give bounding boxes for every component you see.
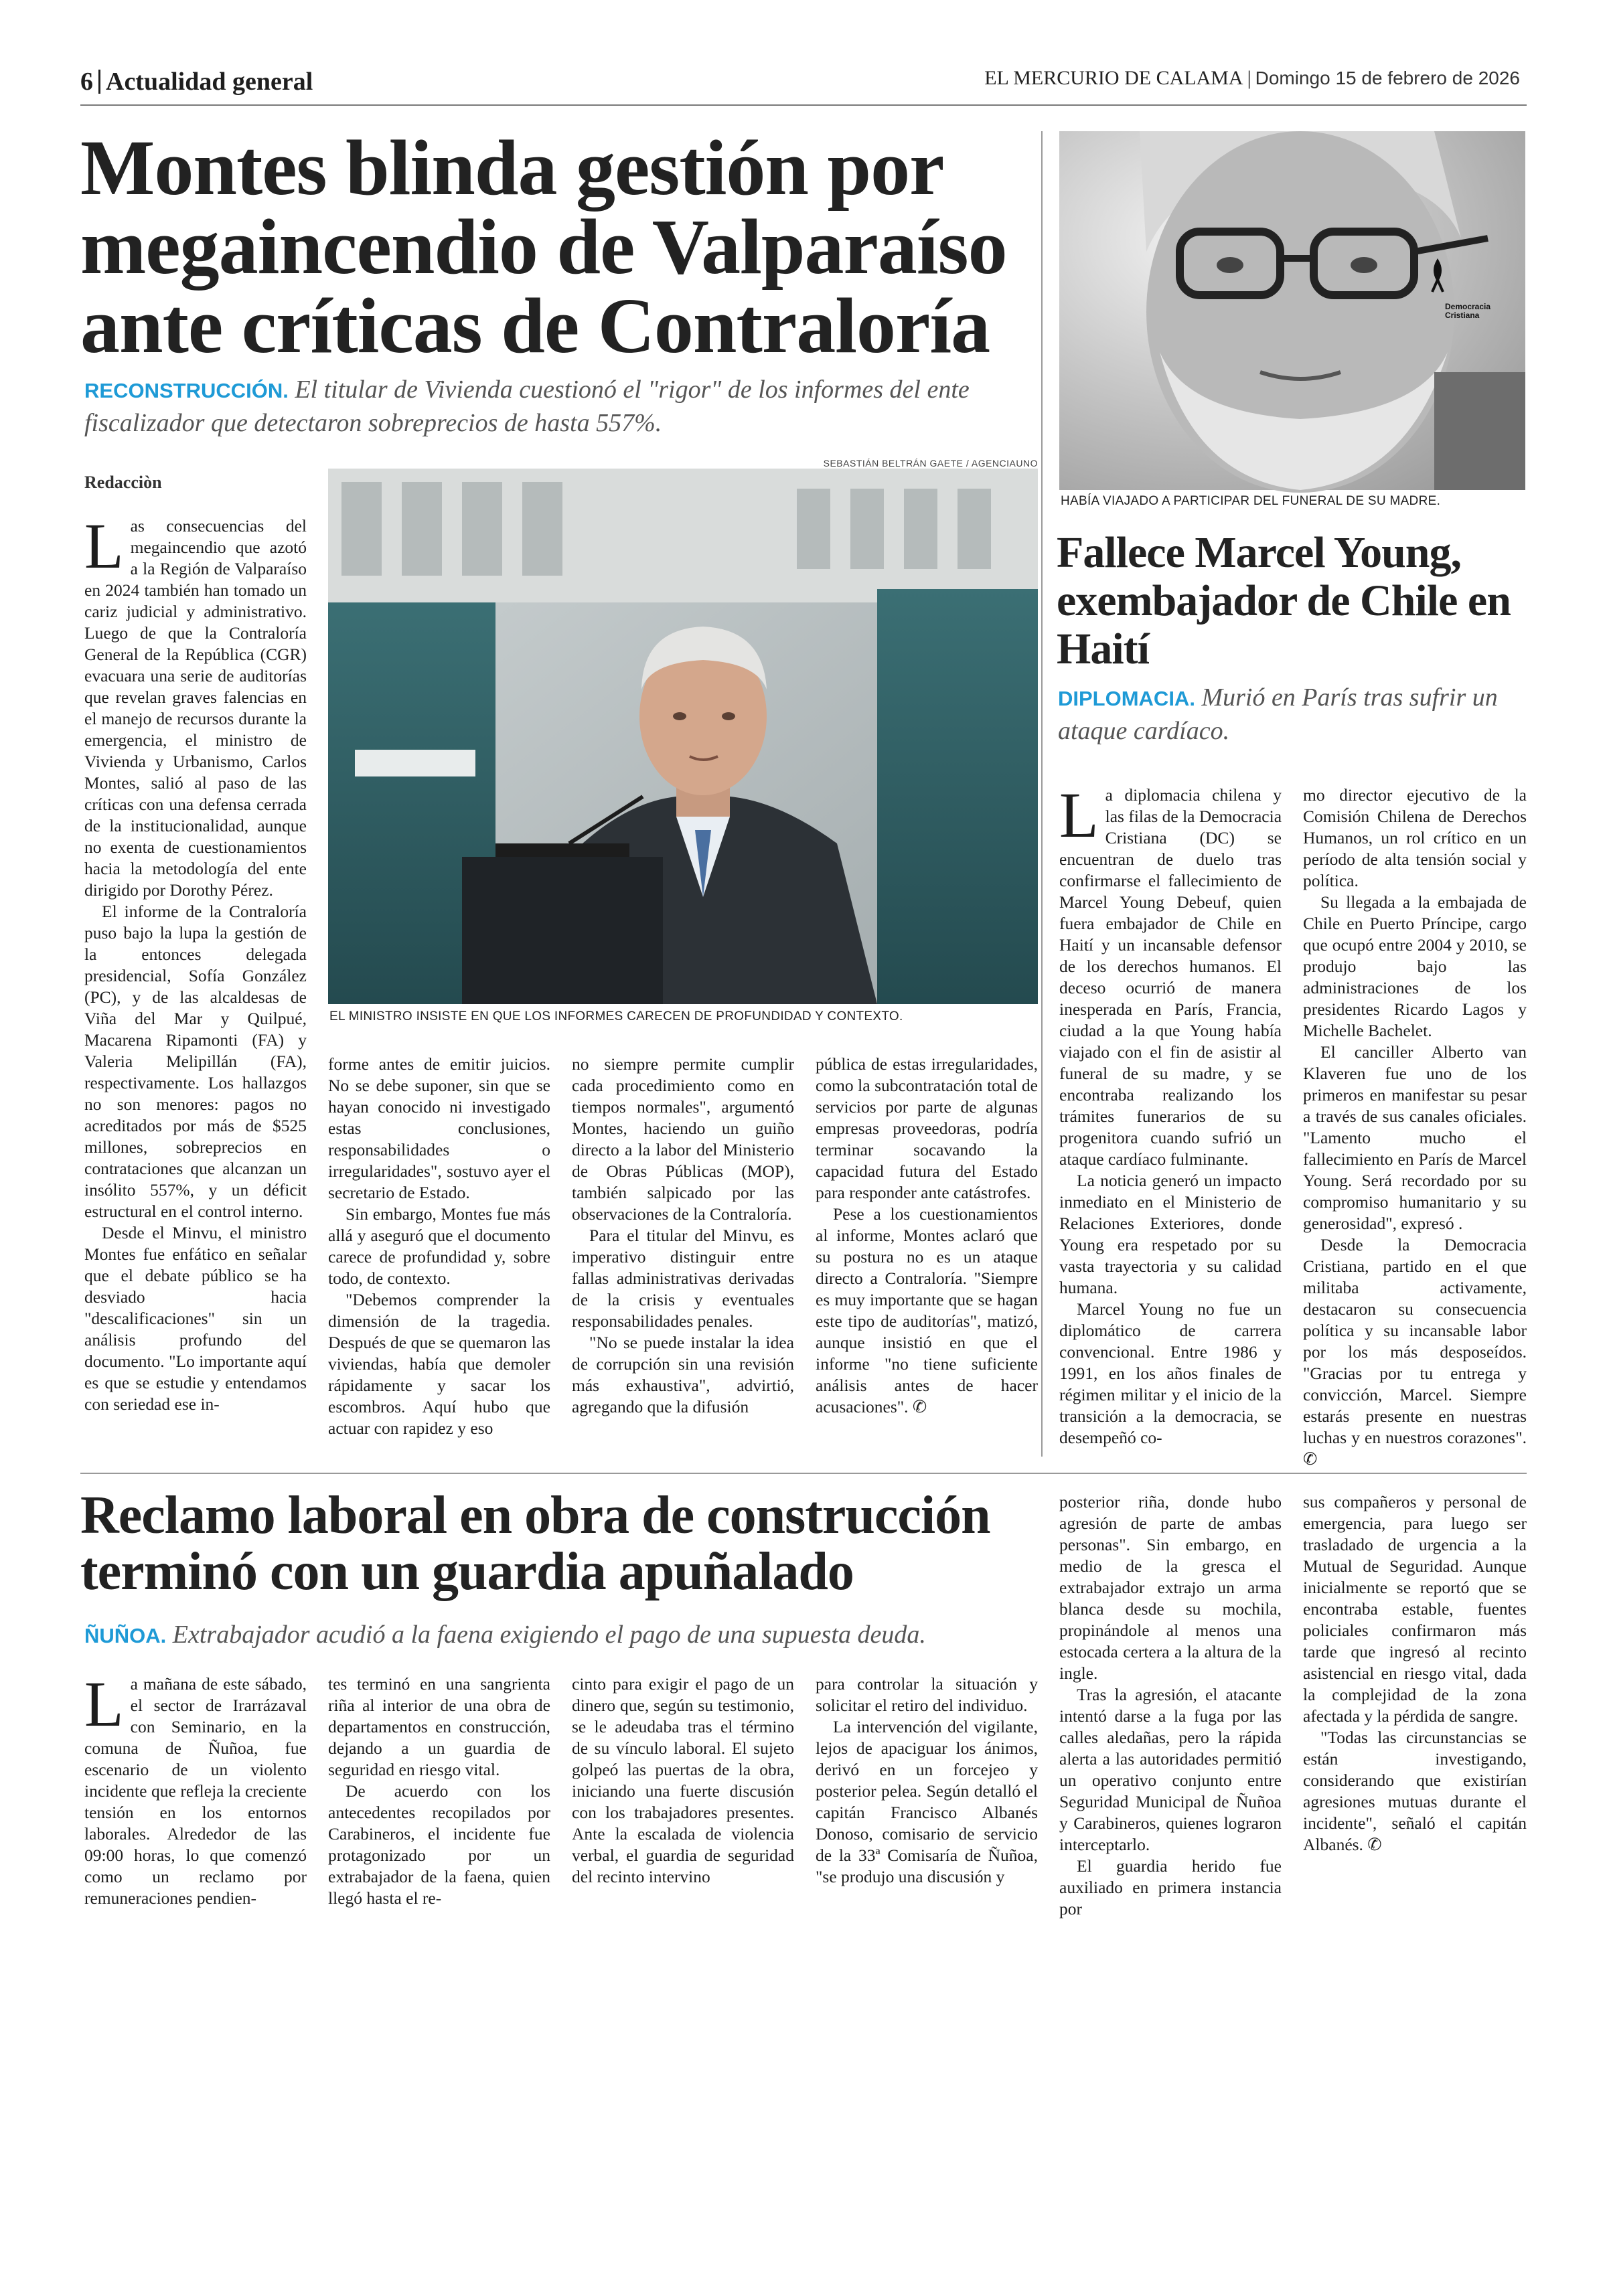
- side-photo-logo-text: Democracia Cristiana: [1445, 302, 1491, 320]
- bottom-column-2: [328, 1673, 550, 1941]
- main-col2-paragraph-3: "Debemos comprender la dimensión de la tragedia. Después de que se quemaron las viviendas, había que demoler rápidamente y sacar los escombros. Aquí hubo que actuar con rapidez y eso: [328, 1290, 550, 1438]
- header-divider: [98, 70, 100, 94]
- bottom-col5-paragraph-1: posterior riña, donde hubo agresión de parte de ambas personas". Sin embargo, en medio de la gresca el extrabajador extrajo un arma blanca desde su mochila, propinándole al menos una estocada certera a la altura de la ingle.: [1059, 1492, 1282, 1683]
- section-title: Actualidad general: [106, 68, 313, 96]
- main-col3-paragraph-2: Para el titular del Minvu, es imperativo distinguir entre fallas administrativas derivadas de la crisis y eventuales responsabilidades penales.: [572, 1226, 794, 1331]
- main-photo-minister: [328, 469, 1038, 1004]
- side-column-1: [1059, 779, 1282, 1454]
- bottom-col5-paragraph-2: Tras la agresión, el atacante intentó darse a la fuga por las calles aledañas, pero la rápida alerta a las autoridades permitió un operativo conjunto entre Seguridad Municipal de Ñuñoa y Carabineros, quienes lograron interceptarlo.: [1059, 1685, 1282, 1854]
- main-photo-caption: EL MINISTRO INSISTE EN QUE LOS INFORMES CARECEN DE PROFUNDIDAD Y CONTEXTO.: [329, 1009, 903, 1023]
- main-byline: Redacciòn: [84, 473, 162, 492]
- header-separator: |: [1247, 67, 1251, 89]
- bottom-column-6: [1303, 1491, 1527, 1920]
- main-photo-illustration: [328, 469, 1038, 1004]
- main-col1-paragraph-2: El informe de la Contraloría puso bajo la lupa la gestión de la entonces delegada presidencial, Sofía González (PC), y de las alcaldesas de Viña del Mar y Quilpué, Macarena Ripamonti (FA) y Valeria Melipillán (FA), respectivamente. Los hallazgos no son menores: pagos no acreditados por más de $525 millones, sobreprecios en contrataciones que alcanzan un insólito 557%, y un déficit estructural en el control interno.: [84, 902, 307, 1221]
- header-rule: [80, 104, 1527, 106]
- main-deck-text: El titular de Vivienda cuestionó el "rigor" de los informes del ente fiscalizador que detectaron sobreprecios de hasta 557%.: [84, 376, 970, 437]
- main-col1-paragraph-1: [84, 510, 307, 901]
- main-headline: Montes blinda gestión por megaincendio de Valparaíso ante críticas de Contraloría: [80, 124, 1007, 370]
- bottom-col4-paragraph-1: para controlar la situación y solicitar el retiro del individuo.: [816, 1674, 1038, 1715]
- bottom-col1-p1-text: a mañana de este sábado, el sector de Irarrázaval con Seminario, en la comuna de Ñuñoa, fue escenario de un violento incidente que refleja la creciente tensión en los entornos laborales. Alrededor de las 09:00 horas, lo que comenzó como un reclamo por remuneraciones pendien-: [84, 1674, 307, 1908]
- side-col2-paragraph-1: mo director ejecutivo de la Comisión Chilena de Derechos Humanos, un rol crítico en un período de alta tensión social y política.: [1303, 785, 1527, 890]
- page-number: 6: [80, 68, 93, 96]
- side-dropcap: L: [1059, 779, 1099, 851]
- main-col3-paragraph-1: no siempre permite cumplir cada procedimiento como en tiempos normales", argumentó Montes, haciendo un guiño directo a la labor del Ministerio de Obras Públicas (MOP), también salpicado por las observaciones de la Contraloría.: [572, 1054, 794, 1224]
- bottom-headline: Reclamo laboral en obra de construcción terminó con un guardia apuñalado: [80, 1486, 990, 1601]
- main-kicker: RECONSTRUCCIÓN.: [84, 379, 289, 402]
- bottom-col6-paragraph-1: sus compañeros y personal de emergencia, para luego ser trasladado de urgencia a la Mutual de Seguridad. Aunque inicialmente se reportó que se encontraba estable, fuentes policiales confirmaron más tarde que ingresó al recinto asistencial en riesgo vital, dada la complejidad de la zona afectada y la pérdida de sangre.: [1303, 1492, 1527, 1726]
- side-col2-paragraph-2: Su llegada a la embajada de Chile en Puerto Príncipe, cargo que ocupó entre 2004 y 2010, se produjo bajo las administraciones de los presidentes Ricardo Lagos y Michelle Bachelet.: [1303, 892, 1527, 1040]
- publication-date: Domingo 15 de febrero de 2026: [1255, 68, 1520, 88]
- side-headline: Fallece Marcel Young, exembajador de Chile en Haití: [1057, 528, 1511, 673]
- main-col4-paragraph-1: pública de estas irregularidades, como la subcontratación total de servicios por parte de algunas empresas proveedoras, podría terminar socavando la capacidad futura del Estado para responder ante catástrofes.: [816, 1054, 1038, 1202]
- side-deck-text: Murió en París tras sufrir un ataque cardíaco.: [1058, 683, 1498, 745]
- side-col2-paragraph-4: Desde la Democracia Cristiana, partido en el que militaba activamente, destacaron su consecuencia política y su incansable labor por los más desposeídos. "Gracias por tu entrega y convicción, Marcel. Siempre estarás presente en nuestras luchas y en nuestros corazones". ✆: [1303, 1235, 1527, 1469]
- bottom-col1-paragraph-1: [84, 1668, 307, 1909]
- main-dropcap: L: [84, 510, 124, 582]
- main-column-2: [328, 1054, 550, 1455]
- main-col4-paragraph-2: Pese a los cuestionamientos al informe, Montes aclaró que su postura no es un ataque directo a Contraloría. "Siempre es muy importante que se hagan este tipo de auditorías", matizó, aunque insistió en que el informe "no tiene suficiente análisis antes de hacer acusaciones". ✆: [816, 1204, 1038, 1416]
- publication-name: EL MERCURIO DE CALAMA: [984, 67, 1243, 89]
- bottom-deck-text: Extrabajador acudió a la faena exigiendo el pago de una supuesta deuda.: [172, 1621, 926, 1649]
- main-col1-paragraph-3: Desde el Minvu, el ministro Montes fue enfático en señalar que el debate público se ha desviado hacia "descalificaciones" sin un análisis profundo del documento. "Lo importante aquí es que se estudie y entendamos con seriedad ese in-: [84, 1223, 307, 1414]
- side-kicker: DIPLOMACIA.: [1058, 687, 1195, 710]
- main-col2-paragraph-2: Sin embargo, Montes fue más allá y aseguró que el documento carece de profundidad y, sobre todo, de contexto.: [328, 1204, 550, 1288]
- side-column-2: [1303, 785, 1527, 1469]
- main-column-1: [84, 510, 307, 1453]
- bottom-column-5: [1059, 1491, 1282, 1920]
- page-header-section: [80, 62, 313, 102]
- bottom-column-1: [84, 1668, 307, 1941]
- main-col3-paragraph-3: "No se puede instalar la idea de corrupción sin una revisión más exhaustiva", advirtió, agregando que la difusión: [572, 1333, 794, 1416]
- main-col1-p1-text: as consecuencias del megaincendio que azotó a la Región de Valparaíso en 2024 también han tomado un cariz judicial y administrativo. Luego de que la Contraloría General de la República (CGR) evacuara una serie de auditorías que revelan graves falencias en el manejo de recursos durante la emergencia, el ministro de Vivienda y Urbanismo, Carlos Montes, salió al paso de las críticas con una defensa cerrada de la institucionalidad, aunque no exenta de cuestionamientos hacia la metodología del ente dirigido por Dorothy Pérez.: [84, 516, 307, 900]
- bottom-col2-paragraph-1: tes terminó en una sangrienta riña al interior de una obra de departamentos en construcción, dejando a un guardia de seguridad en riesgo vital.: [328, 1674, 550, 1779]
- side-col1-paragraph-1: [1059, 779, 1282, 1170]
- story-divider-horizontal: [80, 1473, 1527, 1474]
- side-col1-p1-text: a diplomacia chilena y las filas de la Democracia Cristiana (DC) se encuentran de duelo tras confirmarse el fallecimiento de Marcel Young Debeuf, quien fuera embajador de Chile en Haití y un incansable defensor de los derechos humanos. El deceso ocurrió de manera inesperada en París, Francia, ciudad a la que Young había viajado con el fin de asistir al funeral de su madre, y se encontraba realizando los trámites funerarios de su progenitora cuando sufrió un ataque cardíaco fulminante.: [1059, 785, 1282, 1169]
- side-deck: [1058, 681, 1540, 747]
- bottom-col3-paragraph-1: cinto para exigir el pago de un dinero que, según su testimonio, se le adeudaba tras el término de su vínculo laboral. El sujeto golpeó las puertas de la obra, iniciando una fuerte discusión con los trabajadores presentes. Ante la escalada de violencia verbal, el guardia de seguridad del recinto intervino: [572, 1674, 794, 1886]
- main-deck: [84, 374, 1049, 439]
- main-column-4: [816, 1054, 1038, 1455]
- side-col1-paragraph-3: Marcel Young no fue un diplomático de carrera convencional. Entre 1986 y 1991, en los años finales de régimen militar y el inicio de la transición a la democracia, se desempeñó co-: [1059, 1299, 1282, 1447]
- bottom-col6-paragraph-2: "Todas las circunstancias se están investigando, considerando que existirían agresiones mutuas durante el incidente", señaló el capitán Albanés. ✆: [1303, 1728, 1527, 1854]
- side-col2-paragraph-3: El canciller Alberto van Klaveren fue uno de los primeros en manifestar su pesar a través de sus canales oficiales. "Lamento mucho el fallecimiento en París de Marcel Young. Será recordado por su compromiso humanitario y su generosidad", expresó .: [1303, 1042, 1527, 1233]
- bottom-col4-paragraph-2: La intervención del vigilante, lejos de apaciguar los ánimos, derivó en un forcejeo y posterior pelea. Según detalló el capitán Francisco Albanés Donoso, comisario de servicio de la 33ª Comisaría de Ñuñoa, "se produjo una discusión y: [816, 1717, 1038, 1886]
- side-photo-caption: HABÍA VIAJADO A PARTICIPAR DEL FUNERAL DE SU MADRE.: [1061, 494, 1441, 508]
- main-column-3: [572, 1054, 794, 1455]
- bottom-col5-paragraph-3: El guardia herido fue auxiliado en primera instancia por: [1059, 1856, 1282, 1918]
- bottom-column-4: [816, 1673, 1038, 1941]
- bottom-kicker: ÑUÑOA.: [84, 1624, 167, 1647]
- main-col2-paragraph-1: forme antes de emitir juicios. No se debe suponer, sin que se hayan conocido ni investigado estas conclusiones, responsabilidades o irregularidades", sostuvo ayer el secretario de Estado.: [328, 1054, 550, 1202]
- bottom-column-3: [572, 1673, 794, 1941]
- side-col1-paragraph-2: La noticia generó un impacto inmediato en el Ministerio de Relaciones Exteriores, donde Young era respetado por su vasta trayectoria y su calidad humana.: [1059, 1171, 1282, 1297]
- bottom-col2-paragraph-2: De acuerdo con los antecedentes recopilados por Carabineros, el incidente fue protagonizado por un extrabajador de la faena, quien llegó hasta el re-: [328, 1781, 550, 1908]
- main-photo-credit: SEBASTIÁN BELTRÁN GAETE / AGENCIAUNO: [823, 458, 1038, 469]
- bottom-dropcap: L: [84, 1668, 124, 1740]
- page-header-publication: [984, 67, 1520, 90]
- bottom-deck: [84, 1619, 1049, 1652]
